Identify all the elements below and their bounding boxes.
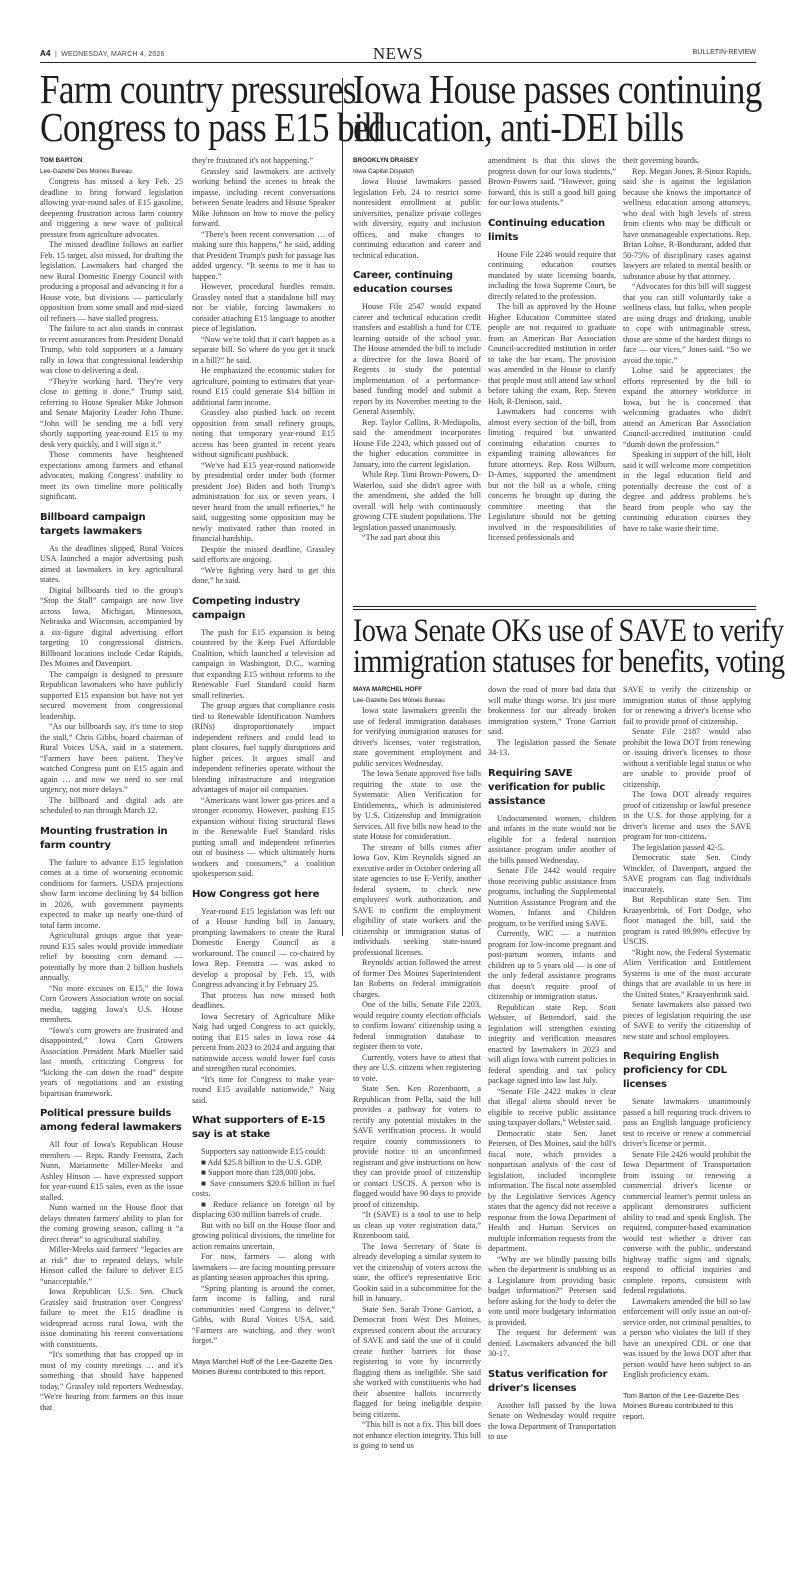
body-paragraph: The legislation passed 42-5.: [632, 842, 724, 852]
body-paragraph: Digital billboards tied to the group's “Stop the Stall” campaign are now live across Iowa, Michigan, Minnesota, Nebraska and Wisconsin, accompanied by a six-figure digital advertising effort targeting 10 congressional districts. Billboard locations include Cedar Rapids, Des Moines and Davenport.: [40, 585, 183, 668]
publication-date: WEDNESDAY, MARCH 4, 2026: [61, 51, 165, 58]
body-paragraph: Senate File 2442 would require those receiving public assistance from programs, including the Supplemental Nutrition Assistance Program and the Women, Infants and Children program, to be verified using SAVE.: [488, 866, 616, 928]
body-paragraph: Nunn warned on the House floor that delays threaten farmers' ability to plan for the coming growing season, calling it “a direct threat” to agricultural stability.: [40, 1203, 183, 1244]
body-paragraph: “Why are we blindly passing bills when the department is snubbing us as a Legislature from providing basic budget information?” Petersen said before asking for the body to defer the vote until more budgetary information is provided.: [488, 1254, 616, 1327]
story-senate-column-3: [623, 685, 751, 1422]
body-paragraph: their governing boards.: [623, 156, 700, 165]
body-paragraph: House File 2246 would require that continuing education courses mandated by state licensing boards, including the Iowa Supreme Court, be directly related to the profession.: [488, 249, 616, 301]
story-senate-headline: [353, 613, 785, 680]
body-paragraph: One of the bills, Senate File 2203, would require county election officials to confirm Iowans' citizenship using a federal immigration database to register them to vote.: [353, 1000, 481, 1051]
body-paragraph: The missed deadline follows an earlier Feb. 15 target, also missed, for drafting the legislation. Lawmakers had charged the new Rural Domestic Energy Council with producing a proposal and advancing it for a House vote, but divisions — particularly opposition from some small and mid-sized oil refiners — have stalled progress.: [40, 240, 183, 323]
body-paragraph: Senate File 2187 would also prohibit the Iowa DOT from renewing or issuing driver's licenses to those without a verifiable legal status or who are unable to provide proof of citizenship.: [623, 727, 751, 789]
body-paragraph: Year-round E15 legislation was left out of a House funding bill in January, prompting lawmakers to create the Rural Domestic Energy Council as a workaround. The council — co-chaired by Iowa Rep. Feenstra — was asked to develop a proposal by Feb. 15, with Congress advancing it by February 25.: [192, 906, 335, 989]
body-paragraph: Currently, WIC — a nutrition program for low-income pregnant and post-partum women, infants and children up to 5 years old — is one of the only federal assistance programs that doesn't require proof of citizenship or immigration status.: [488, 929, 616, 1001]
story-house-headline: [353, 66, 762, 150]
body-paragraph: Rep. Taylor Collins, R-Mediapolis, said the amendment incorporates House File 2243, which passed out of the higher education committee in January, into the current legislation.: [353, 417, 481, 469]
bullet-item: ■ Support more than 128,000 jobs.: [201, 1168, 316, 1177]
body-paragraph: “It (SAVE) is a tool to use to help us clean up voter registration data,” Rozenboom said.: [353, 1210, 481, 1240]
body-paragraph: He emphasized the economic stakes for agriculture, pointing to estimates that year-round E15 could generate $14 billion in additional farm income.: [192, 366, 335, 407]
body-paragraph: “Now we're told that it can't happen as a separate bill. So where do you get it stuck in a bill?” he said.: [192, 334, 335, 365]
body-paragraph: Democratic state Sen. Cindy Winckler, of Davenport, argued the SAVE program can flag individuals inaccurately.: [623, 853, 751, 894]
bullet-item: ■ Reduce reliance on foreign oil by displacing 630 million barrels of crude.: [192, 1199, 335, 1219]
page-masthead: [40, 44, 756, 64]
body-paragraph: The campaign is designed to pressure Republican lawmakers who have publicly supported E15 expansion but have not yet secured movement from congressional leadership.: [40, 669, 183, 721]
body-paragraph: Undocumented women, children and infants in the state would not be eligible for a federal nutrition assistance program under another of the bills passed Wednesday.: [488, 813, 616, 865]
body-paragraph: Reynolds' action followed the arrest of former Des Moines Superintendent Ian Roberts on federal immigration charges.: [353, 958, 481, 999]
subheading: Status verification for driver's licenses: [488, 1368, 608, 1394]
story-house-column-1: [353, 156, 481, 544]
body-paragraph: “This bill is not a fix. This bill does not enhance election integrity. This bill is going to send us: [353, 1420, 482, 1450]
column-divider: [342, 78, 343, 936]
story-house-column-2: [488, 156, 616, 544]
body-paragraph: Iowa state lawmakers greenlit the use of federal immigration databases for verifying immigration statuses for driver's licenses, voter registration, state government employment and public services Wednesday.: [353, 706, 481, 768]
body-paragraph: Iowa House lawmakers passed legislation Feb. 24 to restrict some nonresident enrollment at public universities, penalize private colleges with diversity, equity and inclusion offices, and make changes to continuing education and career and technical education.: [353, 177, 481, 260]
headline-line-2: Congress to pass E15 bill: [40, 104, 382, 150]
body-paragraph: The failure to advance E15 legislation comes at a time of worsening economic conditions for farmers. USDA projections show farm income declining by $4 billion in 2026, with government payments expected to make up nearly one-third of total farm income.: [40, 857, 183, 930]
body-paragraph: The group argues that compliance costs tied to Renewable Identification Numbers (RINs) disproportionately impact independent refiners and could lead to plant closures, fuel supply disruptions and higher prices. It argues small and independent refineries operate without the blending infrastructure and integration advantages of major oil companies.: [192, 701, 335, 794]
body-paragraph: Agricultural groups argue that year-round E15 sales would provide immediate relief by boosting corn demand — potentially by more than 2 billion bushels annually.: [40, 931, 183, 982]
body-paragraph: Iowa Republican U.S. Sen. Chuck Grassley said frustration over Congress' failure to meet the E15 deadline is widespread across rural Iowa, with the issue dominating his recent conversations with constituents.: [40, 1287, 183, 1349]
body-paragraph: Rep. Megan Jones, R-Sioux Rapids, said she is against the legislation because she knows the importance of wellness education among attorneys, who deal with high levels of stress from clients who may be difficult or have unmanageable expectations. Rep. Brian Lohse, R-Bondurant, added that 50-75% of disciplinary cases against lawyers are related to mental health or substance abuse by that attorney.: [623, 166, 751, 281]
bullet-item: ■ Add $25.8 billion to the U.S. GDP.: [201, 1157, 323, 1167]
body-paragraph: Another bill passed by the Iowa Senate on Wednesday would require the Iowa Department of Transportation to use: [488, 1400, 616, 1441]
body-paragraph: Grassley said lawmakers are actively working behind the scenes to break the impasse, including recent conversations between Senate leaders and House Speaker Mike Johnson on how to move the policy forward.: [192, 166, 335, 228]
body-paragraph: “Advocates for this bill will suggest that you can still voluntarily take a wellness class, but folks, when people are using drugs and drinking, unable to cope with unimaginable stress, those are some of the hardest things to face — our vices,” Jones said. “So we avoid the topic.”: [623, 282, 751, 365]
byline-credit: Iowa Capital Dispatch: [353, 167, 414, 175]
story-separator-rule: [353, 606, 756, 607]
headline-line-2: education, anti-DEI bills: [353, 104, 684, 150]
body-paragraph: The push for E15 expansion is being countered by the Keep Fuel Affordable Coalition, which launched a television ad campaign in Washington, D.C., warning that expanding E15 without reforms to the Renewable Fuel Standard could harm small refineries.: [192, 627, 335, 700]
subheading: Requiring English proficiency for CDL licenses: [623, 1051, 727, 1090]
body-paragraph: “Right now, the Federal Systematic Alien Verification and Entitlement Systems is one of the most accurate things that are available to us here in the United States,” Kraayenbrink said.: [623, 947, 751, 999]
body-paragraph: But with no bill on the House floor and growing political divisions, the timeline for action remains uncertain.: [192, 1220, 335, 1251]
body-paragraph: The request for deferment was denied. Lawmakers advanced the bill 30-17.: [488, 1328, 616, 1358]
byline: BROOKLYN DRAISEY: [353, 157, 419, 164]
body-paragraph: Senate lawmakers also passed two pieces of legislation requiring the use of SAVE to verify the citizenship of new state and school employees.: [623, 1000, 751, 1041]
body-paragraph: “Senate File 2422 makes it clear that illegal aliens should never be eligible to receive public assistance using taxpayer dollars,” Webster said.: [488, 1086, 616, 1127]
body-paragraph: The billboard and digital ads are scheduled to run through March 12.: [40, 795, 183, 815]
subheading: Career, continuing education courses: [353, 270, 453, 295]
body-paragraph: State Sen. Ken Rozenboom, a Republican from Pella, said the bill provides a pathway for voters to rectify any potential mistakes in the SAVE verification process. It would require county commissioners to provide notice to an unconfirmed registrant and give instructions on how they can provide proof of citizenship or contact USCIS. A person who is flagged would have 90 days to provide proof of citizenship.: [353, 1084, 481, 1209]
body-paragraph: they're frustrated it's not happening.”: [192, 156, 313, 165]
byline-credit: Lee-Gazette Des Moines Bureau: [353, 696, 445, 704]
body-paragraph: “It's something that has cropped up in most of my county meetings … and it's something that should have happened today,” Grassley told reporters Wednesday. “We're hearing from farmers on this issue that: [40, 1350, 183, 1412]
body-paragraph: For now, farmers — along with lawmakers — are facing mounting pressure as planting season approaches this spring.: [192, 1252, 336, 1282]
body-paragraph: Iowa Secretary of Agriculture Mike Naig had urged Congress to act quickly, noting that E15 sales in Iowa rose 44 percent from 2023 to 2024 and arguing that nationwide access would lower fuel costs and strengthen rural economies.: [192, 1011, 335, 1073]
body-paragraph: The legislation passed the Senate 34-13.: [488, 737, 616, 757]
body-paragraph: Currently, voters have to attest that they are U.S. citizens when registering to vote.: [353, 1052, 481, 1083]
body-paragraph: The Iowa DOT already requires proof of citizenship or lawful presence in the U.S. for those applying for a driver's license and uses the SAVE program for non-citizens.: [623, 790, 751, 841]
body-paragraph: “Americans want lower gas prices and a stronger economy. However, pushing E15 expansion without fixing structural flaws in the Renewable Fuel Standard risks putting small and independent refineries out of business — which ultimately hurts workers and consumers,” a coalition spokesperson said.: [192, 795, 335, 878]
subheading: Competing industry campaign: [192, 595, 300, 621]
byline: TOM BARTON: [40, 157, 83, 164]
body-paragraph: Supporters say nationwide E15 could:: [201, 1147, 326, 1156]
body-paragraph: “There's been recent conversation … of making sure this happens,” he said, adding that President Trump's push for passage has added urgency. “It seems to me it has to happen.”: [192, 229, 335, 281]
body-paragraph: Democratic state Sen. Janet Petersen, of Des Moines, said the bill's fiscal note, which provides a nonpartisan analysis of the cost of legislation, included incomplete information. The fiscal note assembled by the Legislative Services Agency states that the agency did not receive a response from the Iowa Department of Health and Human Services on multiple information requests from the department.: [488, 1128, 616, 1253]
masthead-rule: [40, 62, 756, 63]
publication-name: BULLETIN-REVIEW: [692, 49, 756, 56]
story-house-column-3: [623, 156, 751, 534]
story-farm-column-1: [40, 156, 183, 1413]
body-paragraph: “No more excuses on E15,” the Iowa Corn Growers Association wrote on social media, tagging Iowa's U.S. House members.: [40, 983, 183, 1024]
body-paragraph: The Iowa Senate approved five bills requiring the state to use the Systematic Alien Verification for Entitlements,, which is administered by U.S. Citizenship and Immigration Services. All five bills now head to the state House for consideration.: [353, 769, 481, 841]
subheading: Billboard campaign targets lawmakers: [40, 511, 146, 537]
body-paragraph: The failure to act also stands in contrast to recent assurances from President Donald Trump, who told supporters at a January rally in Iowa that congressional leadership was close to delivering a deal.: [40, 324, 183, 375]
section-name: NEWS: [372, 44, 424, 63]
body-paragraph: Lawmakers amended the bill so law enforcement will only issue an out-of-service order, not criminal penalties, to a person who violates the bill if they have an unexpired CDL or one that was issued by the Iowa DOT after that person would have been subject to an English proficiency exam.: [623, 1296, 751, 1379]
headline-line-1: Farm country pressures: [40, 66, 356, 112]
byline-credit: Lee-Gazette Des Moines Bureau: [40, 167, 132, 175]
body-paragraph: Congress has missed a key Feb. 25 deadline to bring forward legislation allowing year-round sales of E15 gasoline, deepening frustration across farm country and triggering a new wave of political pressure from agriculture advocates.: [40, 177, 183, 239]
body-paragraph: The stream of bills comes after Iowa Gov. Kim Reynolds signed an executive order in October ordering all state agencies to use E-Verify, another federal system, to check new employees' work authorization, and SAVE to confirm the employment eligibility of state workers and the citizenship or immigration status of individuals seeking state-issued professional licenses.: [353, 842, 481, 957]
body-paragraph: Despite the missed deadline, Grassley said efforts are ongoing.: [192, 544, 335, 564]
subheading: Mounting frustration in farm country: [40, 825, 168, 851]
headline-line-1: Iowa House passes continuing: [353, 66, 762, 112]
body-paragraph: Senate File 2426 would prohibit the Iowa Department of Transportation from issuing or renewing a commercial driver's license or commercial learner's permit unless an applicant demonstrates sufficient ability to read and speak English. The required, computer-based examination would test whether a driver can converse with the public, understand highway traffic signs and signals, respond to official inquiries and complete reports, consistent with federal regulations.: [623, 1149, 751, 1295]
body-paragraph: House File 2547 would expand career and technical education credit transfers and establish a fund for CTE learning outside of the school year. The House amended the bill to include a directive for the Iowa Board of Regents to study the potential implementation of a performance-based funding model and submit a report by its November meeting to the General Assembly.: [353, 302, 481, 416]
subheading: Requiring SAVE verification for public assistance: [488, 767, 606, 807]
headline-line-1: Iowa Senate OKs use of SAVE to verify: [353, 613, 784, 649]
body-paragraph: The bill as approved by the House Higher Education Committee stated people are not required to graduate from an American Bar Association Council-accredited institution in order to take the bar exam. The provision was amended in the House to clarify that people must still attend law school before taking the exam, Rep. Steven Holt, R-Denison, said.: [488, 302, 616, 406]
body-paragraph: “As our billboards say, it's time to stop the stall,” Chris Gibbs, board chairman of Rural Voices USA, said in a statement. “Farmers have been patient. They've watched Congress punt on E15 again and again … and now we need to see real urgency, not more delays.”: [40, 722, 183, 794]
page-number: A4: [40, 49, 51, 58]
body-paragraph: All four of Iowa's Republican House members — Reps. Randy Feenstra, Zach Nunn, Mariannette Miller-Meeks and Ashley Hinson — have expressed support for year-round E15 sales, even as the issue stalled.: [40, 1140, 183, 1202]
body-paragraph: State Sen. Sarah Trone Garriott, a Democrat from West Des Moines, expressed concern about the accuracy of SAVE and said the use of it could create further barriers for those registering to vote by incorrectly flagging them as ineligible. She said she worked with constituents who had their absentee ballots incorrectly flagged for being ineligible despite being citizens.: [353, 1304, 481, 1419]
bullet-item: ■ Save consumers $20.6 billion in fuel costs.: [192, 1178, 335, 1198]
body-paragraph: “Iowa's corn growers are frustrated and disappointed,” Iowa Corn Growers Association President Mark Mueller said last month, criticizing Congress for “kicking the can down the road” despite years of negotiations and an existing bipartisan framework.: [40, 1025, 183, 1098]
body-paragraph: “The sad part about this: [362, 533, 441, 542]
subheading: How Congress got here: [192, 888, 320, 900]
body-paragraph: Lohse said he appreciates the efforts represented by the bill to expand the attorney workforce in Iowa, but he is concerned that welcoming graduates who didn't attend an American Bar Association Council-accredited institution could “dumb down the profession.”: [623, 366, 751, 449]
body-paragraph: Lawmakers had concerns with almost every section of the bill, from limiting required but unwanted continuing education courses to expanding training allowances for future attorneys. Rep. Ross Wilburn, D-Ames, supported the amendment but not the bill as a whole, citing concerns he brought up during the committee meeting that the Legislature should not be getting involved in the responsibilities of licensed professionals and: [488, 407, 616, 542]
body-paragraph: While Rep. Timi Brown-Powers, D-Waterloo, said she didn't agree with the amendment, she added the bill overall will help with continuously growing CTE student populations. The legislation passed unanimously.: [353, 470, 481, 532]
body-paragraph: But Republican state Sen. Tim Kraayenbrink, of Fort Dodge, who floor managed the bill, said the program is rated 99.99% effective by USCIS.: [623, 895, 751, 946]
body-paragraph: That process has now missed both deadlines.: [192, 990, 335, 1010]
subheading: Political pressure builds among federal lawmakers: [40, 1108, 182, 1133]
body-paragraph: Speaking in support of the bill, Holt said it will welcome more competition in the legal education field and potentially decrease the cost of a degree and address problems he's heard from people who say the continuing education courses they have to take waste their time.: [623, 450, 751, 533]
story-senate-column-1: [353, 685, 481, 1452]
body-paragraph: The Iowa Secretary of State is already developing a similar system to vet the citizenship of voters across the state, the office's representative Eric Gookin said in a subcommittee for the bill in January.: [353, 1241, 481, 1303]
body-paragraph: As the deadlines slipped, Rural Voices USA launched a major advertising push aimed at lawmakers in key agricultural states.: [40, 543, 183, 584]
subheading: What supporters of E-15 say is at stake: [192, 1115, 326, 1140]
body-paragraph: “We've had E15 year-round nationwide by presidential order under both (former president Joe) Biden and both Trump's administration for six or seven years, I never heard from the small refineries,” he said, suggesting some opposition may be newly motivated rather than rooted in financial hardship.: [192, 460, 335, 543]
body-paragraph: Republican state Rep. Scott Webster, of Bettendorf, said the legislation will strengthen existing integrity and verification measures enacted by lawmakers in 2023 and will align Iowa with current policies in federal spending and tax policy package signed into law last July.: [488, 1002, 616, 1085]
story-senate-column-2: [488, 685, 616, 1443]
body-paragraph: Senate lawmakers unanimously passed a bill requiring truck drivers to pass an English language proficiency test to receive or renew a commercial driver's license or permit.: [623, 1097, 751, 1148]
contributor-tagline: Maya Marchel Hoff of the Lee-Gazette Des Moines Bureau contributed to this report.: [192, 1356, 333, 1376]
body-paragraph: However, procedural hurdles remain. Grassley noted that a standalone bill may not be viable, forcing lawmakers to consider attaching E15 language to another piece of legislation.: [192, 282, 335, 333]
story-farm-headline: [40, 66, 382, 150]
body-paragraph: “We're fighting very hard to get this done,” he said.: [192, 565, 335, 585]
headline-line-2: immigration statuses for benefits, voting: [353, 644, 785, 680]
story-farm-column-2: [192, 156, 335, 1378]
folio-separator: |: [52, 51, 62, 58]
byline: MAYA MARCHEL HOFF: [353, 686, 423, 693]
body-paragraph: “It's time for Congress to make year-round E15 available nationwide,” Naig said.: [192, 1074, 335, 1105]
body-paragraph: down the road of more bad data that will make things worse. It's just more brokenness for our already broken immigration system,” Trone Garriott said.: [488, 685, 616, 736]
body-paragraph: amendment is that this slows the progress down for our Iowa students,” Brown-Powers said. “However, going forward, this is still a good bill going for our Iowa students.”: [488, 156, 616, 207]
body-paragraph: Miller-Meeks said farmers' “legacies are at risk” due to repeated delays, while Hinson called the failure to deliver E15 “unacceptable.”: [40, 1245, 183, 1286]
body-paragraph: SAVE to verify the citizenship or immigration status of those applying for or renewing a driver's license who fail to provide proof of citizenship.: [623, 685, 751, 726]
body-paragraph: “They're working hard. They're very close to getting it done,” Trump said, referring to House Speaker Mike Johnson and Senate Majority Leader John Thune. “John will be sending me a bill very shortly supporting year-round E15 to my desk very quickly, and I will sign it.”: [40, 376, 183, 449]
subheading: Continuing education limits: [488, 217, 605, 243]
body-paragraph: Those comments have heightened expectations among farmers and ethanol advocates, making Congress' inability to meet its own timeline more politically significant.: [40, 450, 183, 501]
body-paragraph: “Spring planting is around the corner, farm income is falling, and rural communities need Congress to deliver,” Gibbs, with Rural Voices USA, said. “Farmers are watching, and they won't forget.”: [192, 1283, 335, 1345]
body-paragraph: Grassley also pushed back on recent opposition from small refinery groups, noting that temporary year-round E15 access has been granted in recent years without significant pushback.: [192, 408, 335, 459]
contributor-tagline: Tom Barton of the Lee-Gazette Des Moines Bureau contributed to this report.: [623, 1390, 740, 1421]
